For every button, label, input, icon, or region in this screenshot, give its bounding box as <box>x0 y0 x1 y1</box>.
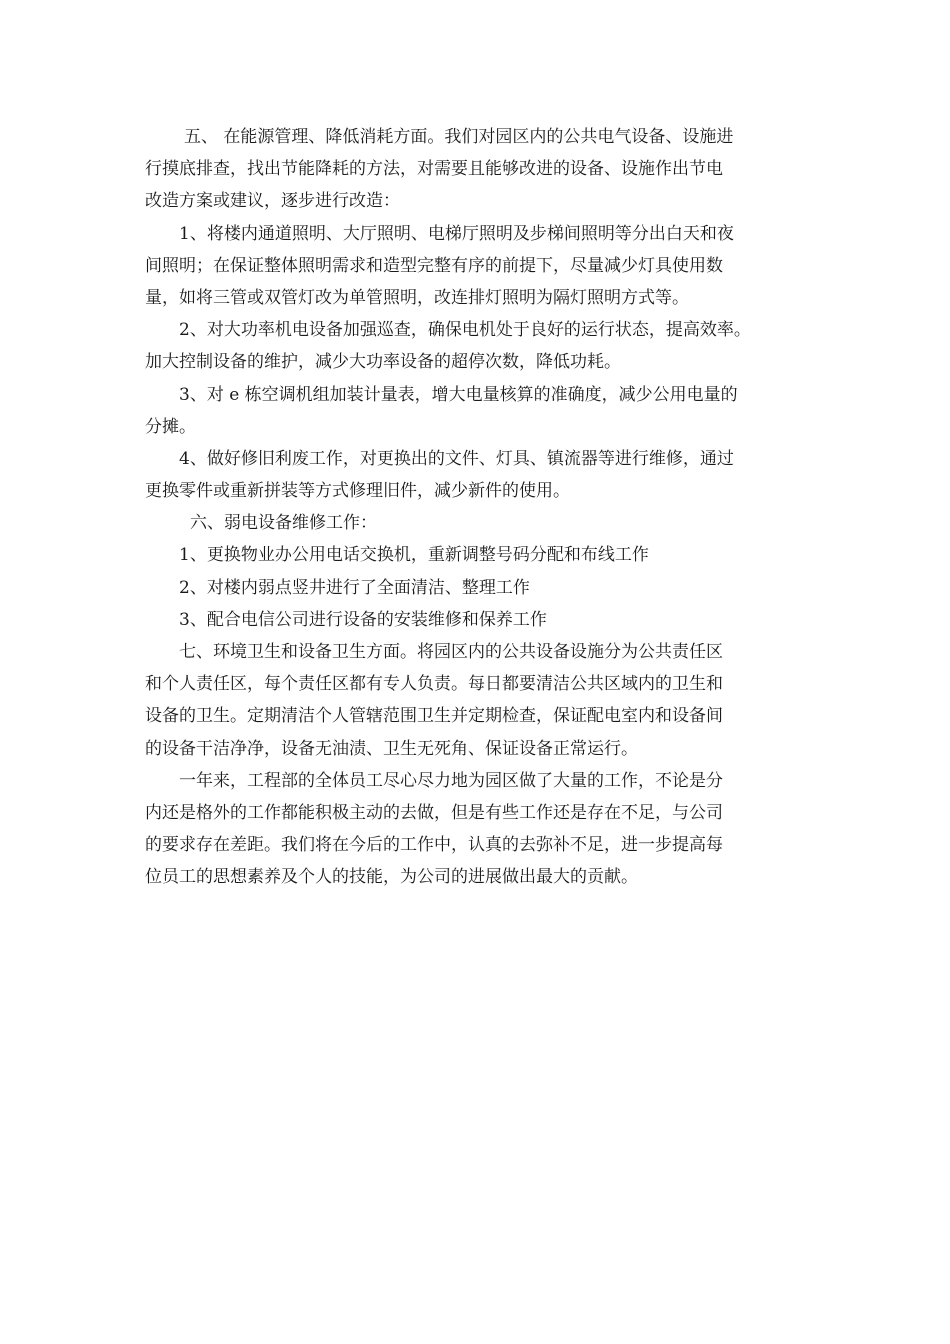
section-7-line: 的设备干洁净净，设备无油渍、卫生无死角、保证设备正常运行。 <box>145 738 638 759</box>
summary-line: 的要求存在差距。我们将在今后的工作中，认真的去弥补不足，进一步提高每 <box>145 835 723 856</box>
section-6-item-line: 2、对楼内弱点竖井进行了全面清洁、整理工作 <box>179 577 530 598</box>
section-7-line: 和个人责任区，每个责任区都有专人负责。每日都要清洁公共区域内的卫生和 <box>145 674 723 695</box>
summary-line: 内还是格外的工作都能积极主动的去做，但是有些工作还是存在不足，与公司 <box>145 802 723 823</box>
section-6-heading-line: 六、弱电设备维修工作： <box>190 513 377 534</box>
section-7-line: 设备的卫生。定期清洁个人管辖范围卫生并定期检查，保证配电室内和设备间 <box>145 706 723 727</box>
section-6-item-line: 1、更换物业办公用电话交换机，重新调整号码分配和布线工作 <box>179 545 649 566</box>
item-4-line: 4、做好修旧利废工作，对更换出的文件、灯具、镇流器等进行维修，通过 <box>179 448 734 469</box>
item-2-line: 2、对大功率机电设备加强巡查，确保电机处于良好的运行状态，提高效率。 <box>179 320 751 341</box>
item-1-line: 量，如将三管或双管灯改为单管照明，改连排灯照明为隔灯照明方式等。 <box>145 287 689 308</box>
item-2-line: 加大控制设备的维护，减少大功率设备的超停次数，降低功耗。 <box>145 352 621 373</box>
item-1-line: 1、将楼内通道照明、大厅照明、电梯厅照明及步梯间照明等分出白天和夜 <box>179 223 734 244</box>
section-7-line: 七、环境卫生和设备卫生方面。将园区内的公共设备设施分为公共责任区 <box>179 642 723 662</box>
document-body <box>145 121 810 894</box>
summary-line: 位员工的思想素养及个人的技能，为公司的进展做出最大的贡献。 <box>145 867 638 888</box>
summary-line: 一年来，工程部的全体员工尽心尽力地为园区做了大量的工作，不论是分 <box>179 770 723 791</box>
item-4-line: 更换零件或重新拼装等方式修理旧件，减少新件的使用。 <box>145 481 570 502</box>
section-5-text-line: 改造方案或建议，逐步进行改造： <box>145 191 400 212</box>
section-6-item-line: 3、配合电信公司进行设备的安装维修和保养工作 <box>179 609 547 630</box>
section-5-heading-line: 五、 在能源管理、降低消耗方面。我们对园区内的公共电气设备、设施进 <box>184 127 734 147</box>
item-3-line: 分摊。 <box>145 416 196 437</box>
section-5-text-line: 行摸底排查，找出节能降耗的方法，对需要且能够改进的设备、设施作出节电 <box>145 159 723 180</box>
item-1-line: 间照明；在保证整体照明需求和造型完整有序的前提下，尽量减少灯具使用数 <box>145 255 723 276</box>
item-3-line: 3、对 e 栋空调机组加装计量表，增大电量核算的准确度，减少公用电量的 <box>179 384 738 405</box>
